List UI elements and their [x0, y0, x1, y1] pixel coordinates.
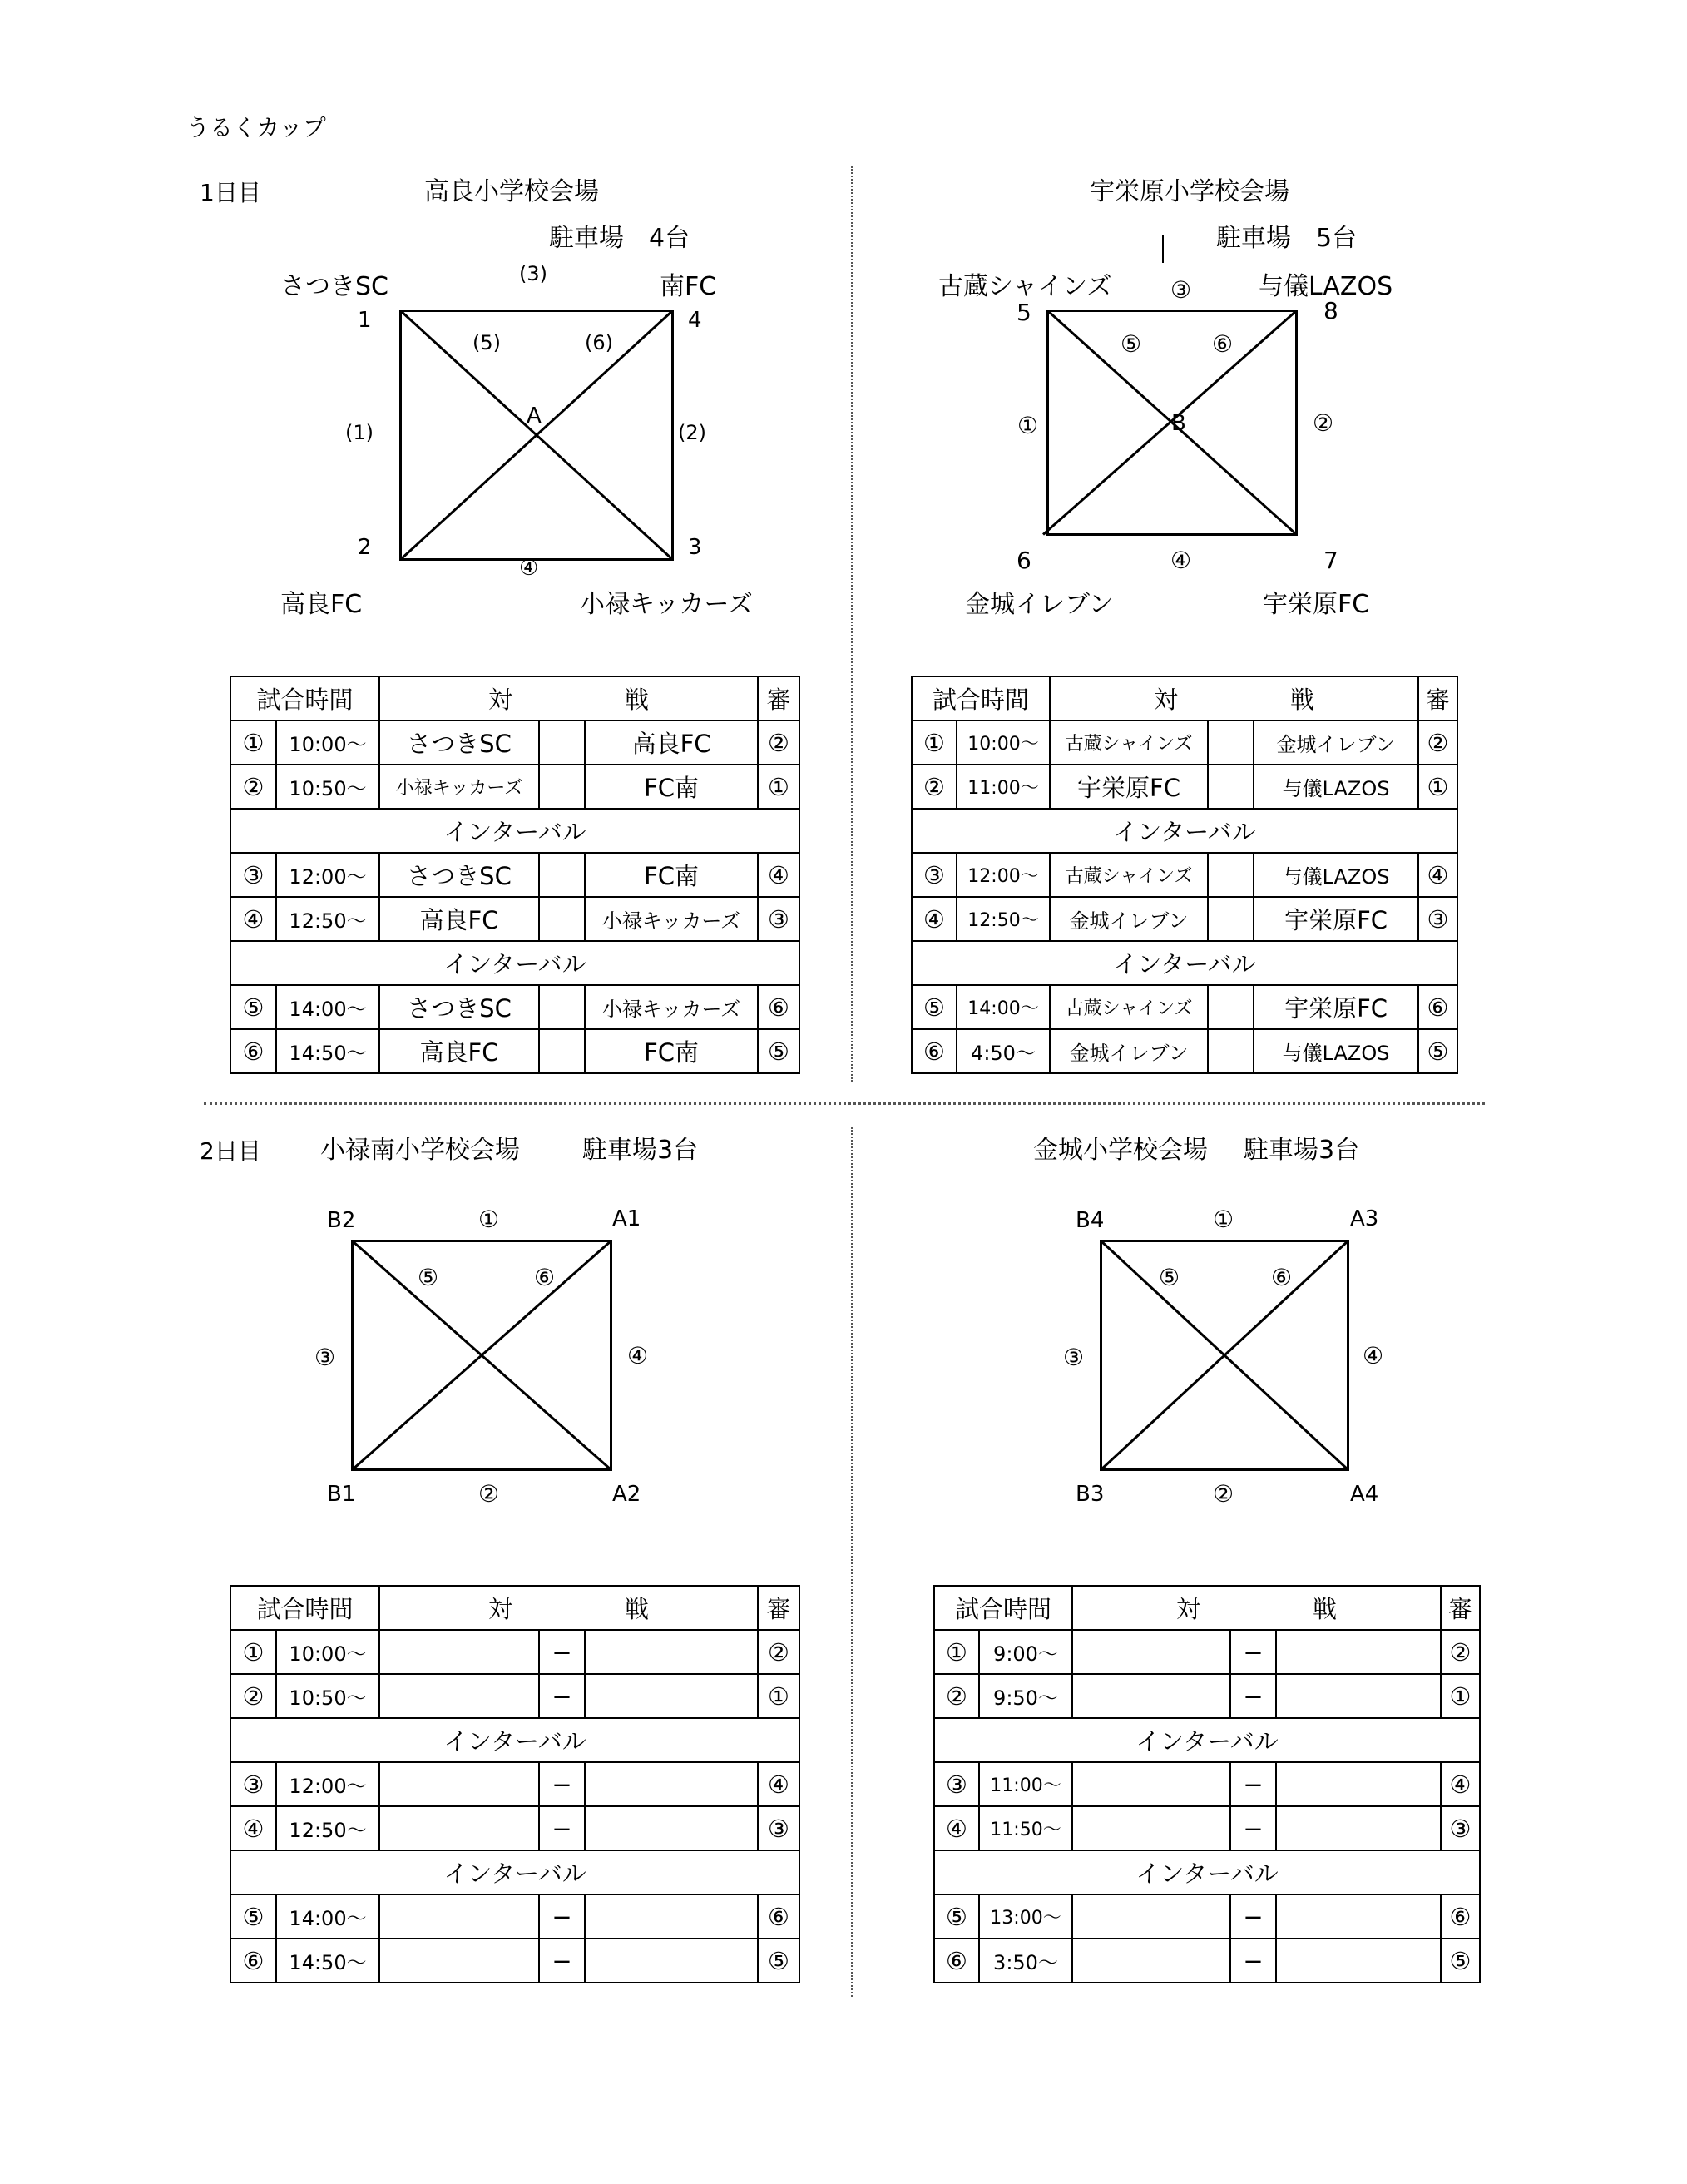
- header-referee: 審: [758, 1586, 799, 1630]
- table-row: ④ 12:50〜 金城イレブン 宇栄原FC ③: [912, 897, 1457, 941]
- horizontal-divider: [204, 1102, 1485, 1105]
- header-match: 対 戦: [379, 676, 758, 721]
- corner-2: 2: [358, 535, 372, 560]
- table-row: ⑥ 14:50〜 高良FC FC南 ⑤: [230, 1029, 799, 1073]
- court-label-a: A: [527, 404, 542, 428]
- corner-3: 3: [688, 535, 702, 560]
- table-row: ④ 12:50〜 高良FC 小禄キッカーズ ③: [230, 897, 799, 941]
- match-marker-1: ①: [1213, 1206, 1234, 1233]
- header-time: 試合時間: [934, 1586, 1072, 1630]
- corner-b1: B1: [327, 1482, 356, 1507]
- day1-venue-a-schedule-table: [230, 676, 800, 1074]
- day1-venue-b-schedule-table: [911, 676, 1458, 1074]
- team-label-kanagusuku-eleven: 金城イレブン: [965, 590, 1114, 619]
- day2-venue-a-parking: 駐車場3台: [582, 1136, 699, 1165]
- match-marker-4: ④: [1363, 1342, 1384, 1369]
- match-marker-4: ④: [1170, 547, 1192, 574]
- interval-row: インターバル: [230, 1718, 799, 1762]
- header-referee: 審: [758, 676, 799, 721]
- match-marker-1: ①: [1017, 412, 1039, 439]
- match-marker-5: ⑤: [1121, 330, 1142, 358]
- interval-row: インターバル: [230, 941, 799, 985]
- match-marker-1: (1): [345, 421, 374, 444]
- day2-venue-b-name: 金城小学校会場: [1033, 1136, 1208, 1165]
- match-marker-5: ⑤: [418, 1264, 439, 1291]
- corner-5: 5: [1017, 299, 1031, 326]
- header-referee: 審: [1441, 1586, 1480, 1630]
- corner-1: 1: [358, 308, 372, 333]
- corner-6: 6: [1017, 547, 1031, 574]
- day2-label: 2日目: [200, 1137, 261, 1165]
- corner-b2: B2: [327, 1208, 356, 1233]
- team-label-furukura-shines: 古蔵シャインズ: [938, 272, 1112, 301]
- day1-venue-b-name: 宇栄原小学校会場: [1090, 177, 1289, 206]
- corner-a2: A2: [612, 1482, 641, 1507]
- day2-venue-a-name: 小禄南小学校会場: [320, 1136, 520, 1165]
- corner-a4: A4: [1350, 1482, 1379, 1507]
- header-time: 試合時間: [912, 676, 1050, 721]
- header-referee: 審: [1418, 676, 1457, 721]
- table-row: ① 10:00〜 − ②: [230, 1630, 799, 1674]
- court-diagram-day2-a: [351, 1240, 612, 1471]
- corner-4: 4: [688, 308, 702, 333]
- table-row: ① 9:00〜 − ②: [934, 1630, 1480, 1674]
- day2-venue-b-schedule-table: [933, 1585, 1481, 1983]
- interval-row: インターバル: [912, 809, 1457, 853]
- corner-b3: B3: [1076, 1482, 1105, 1507]
- court-label-b: B: [1171, 411, 1186, 436]
- match-marker-5: (5): [472, 331, 501, 354]
- table-row: ③ 12:00〜 − ④: [230, 1762, 799, 1806]
- corner-8: 8: [1323, 297, 1338, 324]
- match-marker-4: ④: [627, 1342, 649, 1369]
- corner-7: 7: [1323, 547, 1338, 574]
- team-label-satsuki: さつきSC: [280, 272, 388, 301]
- table-row: ② 10:50〜 − ①: [230, 1674, 799, 1718]
- table-row: ② 11:00〜 宇栄原FC 与儀LAZOS ①: [912, 765, 1457, 809]
- header-match: 対 戦: [1050, 676, 1418, 721]
- table-row: ③ 12:00〜 古蔵シャインズ 与儀LAZOS ④: [912, 853, 1457, 897]
- interval-row: インターバル: [230, 1850, 799, 1894]
- match-marker-3: ③: [1170, 276, 1192, 304]
- match-marker-2: (2): [678, 421, 706, 444]
- day1-venue-a-parking: 駐車場 4台: [549, 224, 690, 253]
- table-row: ⑥ 14:50〜 − ⑤: [230, 1939, 799, 1983]
- table-row: ④ 12:50〜 − ③: [230, 1806, 799, 1850]
- day1-label: 1日目: [200, 179, 261, 206]
- vertical-divider-bottom: [851, 1127, 853, 1997]
- team-label-takara: 高良FC: [280, 590, 363, 619]
- table-row: ⑤ 14:00〜 古蔵シャインズ 宇栄原FC ⑥: [912, 985, 1457, 1029]
- team-label-oroku-kickers: 小禄キッカーズ: [580, 590, 753, 619]
- match-marker-3: ③: [314, 1344, 336, 1371]
- table-row: ① 10:00〜 古蔵シャインズ 金城イレブン ②: [912, 721, 1457, 765]
- table-row: ③ 11:00〜 − ④: [934, 1762, 1480, 1806]
- document-title: うるくカップ: [186, 114, 326, 141]
- day1-venue-b-parking: 駐車場 5台: [1216, 224, 1358, 253]
- day2-venue-b-parking: 駐車場3台: [1244, 1136, 1360, 1165]
- table-row: ⑤ 14:00〜 さつきSC 小禄キッカーズ ⑥: [230, 985, 799, 1029]
- table-row: ② 10:50〜 小禄キッカーズ FC南 ①: [230, 765, 799, 809]
- match-marker-6: ⑥: [1271, 1264, 1293, 1291]
- match-marker-3: ③: [1063, 1344, 1085, 1371]
- match-marker-3: (3): [519, 262, 547, 285]
- court-diagram-a: [399, 310, 674, 561]
- match-marker-2: ②: [1213, 1480, 1234, 1508]
- court-diagram-day2-b: [1100, 1240, 1349, 1471]
- interval-row: インターバル: [912, 941, 1457, 985]
- parking-marker-tick: [1162, 235, 1164, 263]
- match-marker-2: ②: [1313, 409, 1334, 437]
- header-time: 試合時間: [230, 676, 379, 721]
- corner-a1: A1: [612, 1206, 641, 1231]
- match-marker-6: (6): [585, 331, 613, 354]
- interval-row: インターバル: [934, 1850, 1480, 1894]
- match-marker-6: ⑥: [1212, 330, 1234, 358]
- table-row: ③ 12:00〜 さつきSC FC南 ④: [230, 853, 799, 897]
- vertical-divider-top: [851, 166, 853, 1082]
- match-marker-5: ⑤: [1159, 1264, 1180, 1291]
- day1-venue-a-name: 高良小学校会場: [424, 177, 599, 206]
- match-marker-2: ②: [478, 1480, 500, 1508]
- team-label-minami: 南FC: [660, 272, 717, 301]
- table-row: ⑤ 14:00〜 − ⑥: [230, 1894, 799, 1939]
- interval-row: インターバル: [934, 1718, 1480, 1762]
- day2-venue-a-schedule-table: [230, 1585, 800, 1983]
- team-label-yogi-lazos: 与儀LAZOS: [1259, 272, 1393, 301]
- match-marker-6: ⑥: [534, 1264, 556, 1291]
- table-row: ② 9:50〜 − ①: [934, 1674, 1480, 1718]
- header-match: 対 戦: [379, 1586, 758, 1630]
- table-row: ④ 11:50〜 − ③: [934, 1806, 1480, 1850]
- table-row: ⑤ 13:00〜 − ⑥: [934, 1894, 1480, 1939]
- corner-b4: B4: [1076, 1208, 1105, 1233]
- match-marker-1: ①: [478, 1206, 500, 1233]
- table-row: ① 10:00〜 さつきSC 高良FC ②: [230, 721, 799, 765]
- header-match: 対 戦: [1072, 1586, 1441, 1630]
- team-label-uebaru-fc: 宇栄原FC: [1263, 590, 1370, 619]
- header-time: 試合時間: [230, 1586, 379, 1630]
- table-row: ⑥ 4:50〜 金城イレブン 与儀LAZOS ⑤: [912, 1029, 1457, 1073]
- interval-row: インターバル: [230, 809, 799, 853]
- table-row: ⑥ 3:50〜 − ⑤: [934, 1939, 1480, 1983]
- corner-a3: A3: [1350, 1206, 1379, 1231]
- match-marker-4: ④: [519, 556, 539, 581]
- court-diagram-b: [1046, 310, 1298, 536]
